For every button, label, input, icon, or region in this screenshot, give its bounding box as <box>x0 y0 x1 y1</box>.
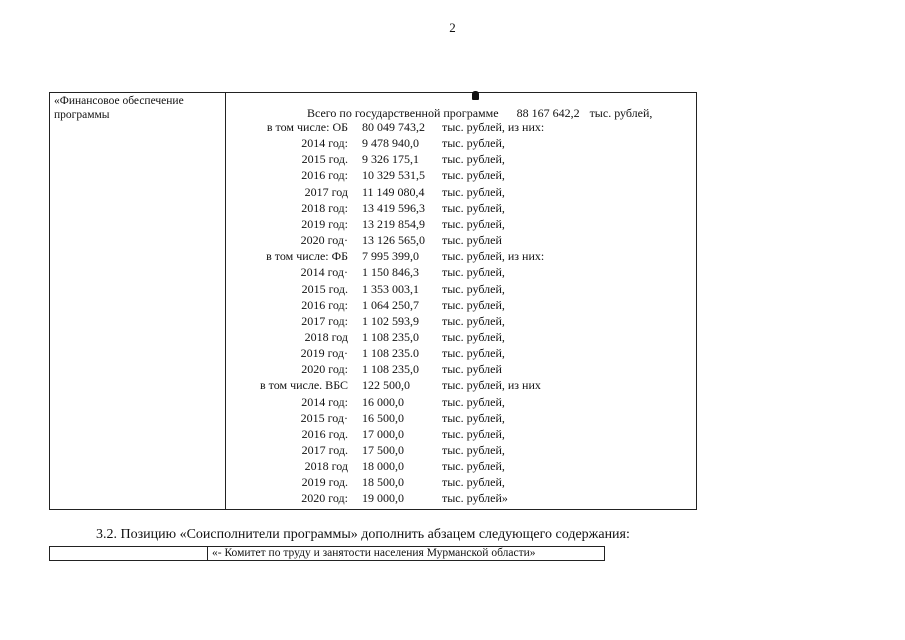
instruction-text: 3.2. Позицию «Соисполнители программы» дополнить абзацем следующего содержания: <box>96 527 630 542</box>
row-label: 2014 год: <box>301 136 348 151</box>
co-executors-table <box>49 546 605 561</box>
row-unit: тыс. рублей, <box>442 281 505 296</box>
row-value: 1 353 003,1 <box>362 281 419 296</box>
row-label: 2017 год <box>304 184 348 199</box>
row-label: 2019 год: <box>301 216 348 231</box>
row-label: 2018 год <box>304 459 348 474</box>
row-label: 2016 год: <box>301 168 348 183</box>
co-executors-left-cell <box>50 547 208 560</box>
row-value: 17 500,0 <box>362 443 404 457</box>
funding-row <box>50 458 690 474</box>
row-value: 16 000,0 <box>362 394 404 409</box>
funding-row <box>50 135 690 151</box>
row-unit: тыс. рублей, из них: <box>442 249 545 264</box>
row-label: 2020 год· <box>300 233 348 248</box>
total-unit: тыс. рублей, <box>589 106 653 120</box>
row-unit: тыс. рублей, <box>442 410 505 425</box>
row-label: 2016 год. <box>301 426 348 441</box>
row-unit: тыс. рублей, <box>442 329 505 344</box>
funding-row <box>50 216 690 232</box>
funding-row <box>50 248 690 264</box>
row-unit: тыс. рублей, <box>442 313 505 328</box>
total-amount: 88 167 642,2 <box>516 106 580 120</box>
row-unit: тыс. рублей, <box>442 152 505 167</box>
co-executors-text: «- Комитет по труду и занятости населения Мурманской области» <box>212 547 536 559</box>
row-label: в том числе. ВБС <box>259 378 348 393</box>
funding-row <box>50 345 690 361</box>
funding-row <box>50 264 690 280</box>
row-label: 2017 год: <box>301 313 348 328</box>
funding-row <box>50 410 690 426</box>
funding-row <box>50 200 690 216</box>
row-label: 2015 год. <box>301 152 348 167</box>
row-label: 2016 год: <box>301 297 348 312</box>
funding-table <box>49 92 697 510</box>
funding-row <box>50 167 690 183</box>
funding-row <box>50 281 690 297</box>
row-unit: тыс. рублей» <box>442 491 508 506</box>
row-value: 9 478 940,0 <box>362 136 419 151</box>
row-value: 11 149 080,4 <box>362 184 425 199</box>
row-value: 17 000,0 <box>362 426 404 441</box>
row-value: 18 500,0 <box>362 475 404 490</box>
row-value: 9 326 175,1 <box>362 152 419 167</box>
row-value: 1 102 593,9 <box>362 313 419 328</box>
ink-mark <box>472 91 479 100</box>
row-value: 16 500,0 <box>362 410 404 425</box>
row-value: 13 419 596,3 <box>362 200 425 215</box>
funding-row <box>50 361 690 377</box>
row-label: в том числе: ФБ <box>266 249 348 264</box>
row-value: 1 150 846,3 <box>362 265 419 280</box>
row-unit: тыс. рублей, <box>442 346 505 361</box>
row-label: 2017 год. <box>301 443 348 457</box>
row-unit: тыс. рублей, <box>442 443 505 457</box>
funding-row <box>50 297 690 313</box>
funding-row <box>50 442 690 458</box>
row-value: 80 049 743,2 <box>362 120 425 134</box>
row-label: 2019 год· <box>300 346 348 361</box>
row-value: 13 126 565,0 <box>362 233 425 248</box>
row-unit: тыс. рублей, из них <box>442 378 541 393</box>
row-label: 2015 год. <box>301 281 348 296</box>
row-unit: тыс. рублей, <box>442 200 505 215</box>
row-label: 2014 год· <box>300 265 348 280</box>
funding-row <box>50 329 690 345</box>
row-value: 18 000,0 <box>362 459 404 474</box>
row-unit: тыс. рублей <box>442 362 502 377</box>
row-label: 2019 год. <box>301 475 348 490</box>
row-unit: тыс. рублей, <box>442 265 505 280</box>
row-value: 1 108 235.0 <box>362 346 419 361</box>
row-value: 7 995 399,0 <box>362 249 419 264</box>
row-label: в том числе: ОБ <box>266 120 348 134</box>
row-unit: тыс. рублей, <box>442 136 505 151</box>
row-label: 2015 год· <box>300 410 348 425</box>
row-value: 10 329 531,5 <box>362 168 425 183</box>
row-unit: тыс. рублей, <box>442 297 505 312</box>
funding-row <box>50 151 690 167</box>
row-unit: тыс. рублей, <box>442 184 505 199</box>
funding-row <box>50 394 690 410</box>
total-label: Всего по государственной программе <box>307 106 499 120</box>
funding-label-cell: «Финансовое обеспечение программы <box>50 93 226 509</box>
row-unit: тыс. рублей, <box>442 168 505 183</box>
row-label: 2020 год: <box>301 491 348 506</box>
funding-row <box>50 313 690 329</box>
row-unit: тыс. рублей, <box>442 394 505 409</box>
row-label: 2014 год: <box>301 394 348 409</box>
funding-row <box>50 119 690 135</box>
row-label: 2018 год <box>304 329 348 344</box>
row-unit: тыс. рублей <box>442 233 502 248</box>
row-unit: тыс. рублей, <box>442 475 505 490</box>
row-unit: тыс. рублей, <box>442 426 505 441</box>
row-value: 1 064 250,7 <box>362 297 419 312</box>
row-unit: тыс. рублей, <box>442 459 505 474</box>
funding-row <box>50 232 690 248</box>
funding-row <box>50 474 690 490</box>
row-value: 13 219 854,9 <box>362 216 425 231</box>
row-value: 122 500,0 <box>362 378 410 393</box>
row-value: 1 108 235,0 <box>362 329 419 344</box>
row-label: 2020 год: <box>301 362 348 377</box>
row-label: 2018 год: <box>301 200 348 215</box>
funding-row <box>50 426 690 442</box>
row-value: 19 000,0 <box>362 491 404 506</box>
row-unit: тыс. рублей, <box>442 216 505 231</box>
funding-row <box>50 184 690 200</box>
funding-row <box>50 377 690 393</box>
funding-row <box>50 490 690 506</box>
row-value: 1 108 235,0 <box>362 362 419 377</box>
page-number: 2 <box>449 20 456 35</box>
row-unit: тыс. рублей, из них: <box>442 120 545 134</box>
